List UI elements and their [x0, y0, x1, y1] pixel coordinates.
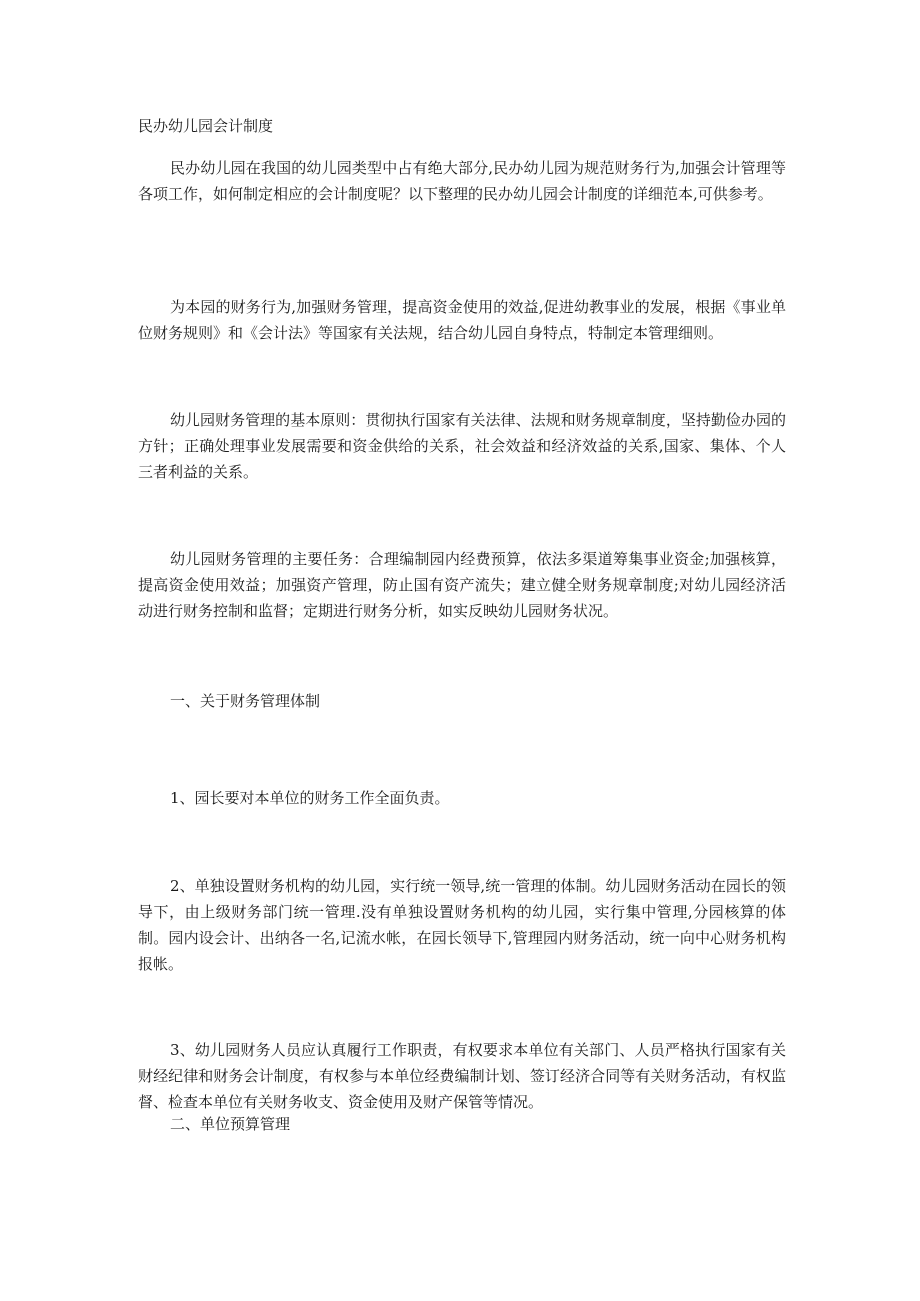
- section1-item-3: 3、幼儿园财务人员应认真履行工作职责，有权要求本单位有关部门、人员严格执行国家有关财经纪律和财务会计制度，有权参与本单位经费编制计划、签订经济合同等有关财务活动，有权监督、检查本单位有关财务收支、资金使用及财产保管等情况。: [138, 1041, 786, 1111]
- section1-item-1: 1、园长要对本单位的财务工作全面负责。: [170, 789, 450, 807]
- document-title: 民办幼儿园会计制度: [138, 117, 274, 135]
- purpose-paragraph: 为本园的财务行为,加强财务管理，提高资金使用的效益,促进幼教事业的发展，根据《事业单位财务规则》和《会计法》等国家有关法规，结合幼儿园自身特点，特制定本管理细则。: [138, 298, 786, 342]
- tasks-paragraph: 幼儿园财务管理的主要任务：合理编制园内经费预算，依法多渠道筹集事业资金;加强核算，提高资金使用效益；加强资产管理，防止国有资产流失；建立健全财务规章制度;对幼儿园经济活动进行财务控制和监督；定期进行财务分析，如实反映幼儿园财务状况。: [138, 550, 786, 620]
- section-heading-1: 一、关于财务管理体制: [170, 692, 321, 710]
- intro-paragraph: 民办幼儿园在我国的幼儿园类型中占有绝大部分,民办幼儿园为规范财务行为,加强会计管理等各项工作，如何制定相应的会计制度呢？以下整理的民办幼儿园会计制度的详细范本,可供参考。: [138, 159, 786, 203]
- principles-paragraph: 幼儿园财务管理的基本原则：贯彻执行国家有关法律、法规和财务规章制度，坚持勤俭办园的方针；正确处理事业发展需要和资金供给的关系，社会效益和经济效益的关系,国家、集体、个人三者利益的关系。: [138, 411, 786, 481]
- section-heading-2: 二、单位预算管理: [170, 1115, 291, 1133]
- section1-item-2: 2、单独设置财务机构的幼儿园，实行统一领导,统一管理的体制。幼儿园财务活动在园长的领导下，由上级财务部门统一管理.没有单独设置财务机构的幼儿园，实行集中管理,分园核算的体制。园内设会计、出纳各一名,记流水帐，在园长领导下,管理园内财务活动，统一向中心财务机构报帐。: [138, 877, 786, 973]
